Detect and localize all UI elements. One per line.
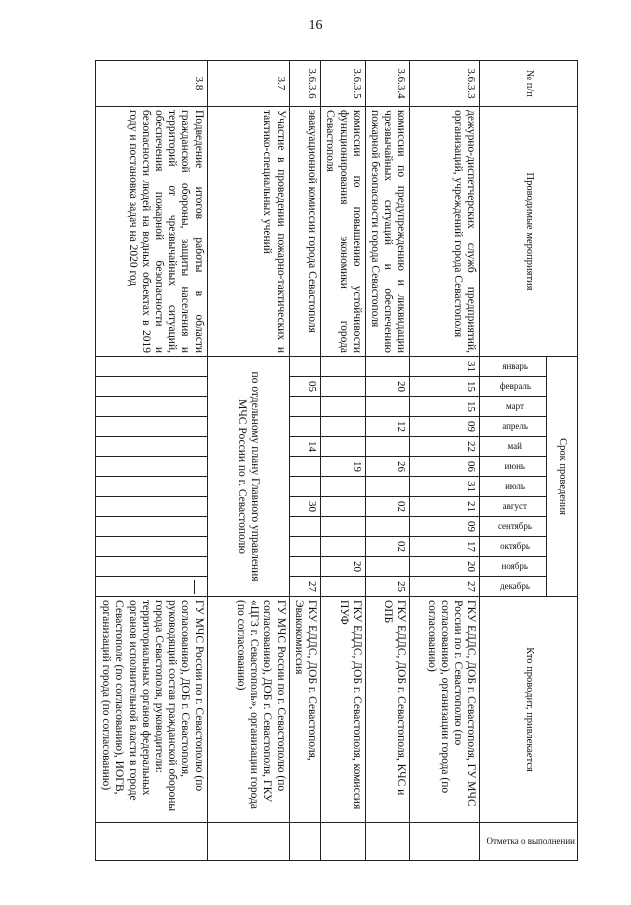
date-cell: 02 [365, 537, 410, 557]
date-cell [321, 537, 366, 557]
rotated-table-wrapper [100, 60, 578, 860]
row-event: комиссии по повышению устойчивости функционирования экономики города Севастополя [321, 107, 366, 357]
row-event: эвакуационной комиссии города Севастополя [289, 107, 320, 357]
date-cell [321, 437, 366, 457]
row-mark [365, 823, 410, 861]
events-table [95, 60, 578, 861]
table-row [365, 61, 410, 861]
table-row [321, 61, 366, 861]
date-cell: 14 [289, 437, 320, 457]
row-mark [321, 823, 366, 861]
date-cell: 31 [410, 477, 480, 497]
date-cell: 17 [410, 537, 480, 557]
table-row [207, 61, 289, 861]
date-cell [321, 357, 366, 377]
col-mark-header [480, 823, 578, 861]
row-conductor: ГУ МЧС России по г. Севастополю (по согласованию), ДОБ г. Севастополя, ГКУ «ЦГЗ г. Севастополь», организации города (по согласованию) [207, 597, 289, 823]
date-cell: 27 [410, 577, 480, 597]
date-cell [289, 357, 320, 377]
month-label: февраль [499, 381, 531, 392]
month-label: декабрь [500, 581, 531, 592]
col-conductor-header: Кто проводит, привлекается [480, 597, 578, 823]
date-cell: 09 [410, 417, 480, 437]
date-cell [365, 397, 410, 417]
date-cell [96, 377, 207, 397]
month-label: январь [502, 361, 529, 372]
row-num: 3.6.3.5 [321, 61, 366, 107]
date-cell [96, 437, 207, 457]
date-cell: 15 [410, 377, 480, 397]
month-label: ноябрь [502, 561, 529, 572]
date-cell [321, 417, 366, 437]
date-cell [289, 397, 320, 417]
month-header [480, 537, 547, 557]
date-cell: 09 [410, 517, 480, 537]
row-event: Подведение итогов работы в области гражданской обороны, защиты населения и территорий от чрезвычайных ситуаций, обеспечения пожарной безопасности и безопасности людей на водных объектах в 2019 году и постановка задач на 2020 год [96, 107, 207, 357]
date-cell [96, 517, 207, 537]
month-label: май [508, 441, 523, 452]
month-header [480, 437, 547, 457]
date-cell [96, 497, 207, 517]
month-header [480, 357, 547, 377]
date-cell [321, 577, 366, 597]
row-period-text: по отдельному плану Главного управления МЧС России по г. Севастополю [207, 357, 289, 597]
date-cell: 05 [289, 377, 320, 397]
date-cell-dash [96, 577, 207, 597]
date-cell: 19 [321, 457, 366, 477]
month-label: август [503, 501, 528, 512]
date-cell [365, 477, 410, 497]
row-mark [207, 823, 289, 861]
month-header [480, 557, 547, 577]
date-cell: 26 [365, 457, 410, 477]
col-num-header: № п/п [480, 61, 578, 107]
date-cell: 02 [365, 497, 410, 517]
date-cell [321, 477, 366, 497]
month-header [480, 517, 547, 537]
month-header [480, 497, 547, 517]
dash-mark [194, 580, 195, 594]
month-label: июль [505, 481, 526, 492]
month-header [480, 577, 547, 597]
row-mark [289, 823, 320, 861]
row-event: комиссии по предупреждению и ликвидации чрезвычайных ситуаций и обеспечению пожарной безопасности города Севастополя [365, 107, 410, 357]
month-header [480, 477, 547, 497]
month-header [480, 397, 547, 417]
date-cell [321, 497, 366, 517]
row-mark [96, 823, 207, 861]
month-label: март [506, 401, 525, 412]
date-cell [96, 397, 207, 417]
row-conductor: ГКУ ЕДДС, ДОБ г. Севастополя, ГУ МЧС России по г. Севастополю (по согласованию), организации города (по согласованию) [410, 597, 480, 823]
month-label: сентябрь [498, 521, 533, 532]
date-cell [321, 517, 366, 537]
date-cell [96, 357, 207, 377]
row-num: 3.8 [96, 61, 207, 107]
date-cell: 12 [365, 417, 410, 437]
table-row [96, 61, 207, 861]
date-cell: 25 [365, 577, 410, 597]
date-cell [365, 357, 410, 377]
date-cell: 27 [289, 577, 320, 597]
date-cell: 20 [410, 557, 480, 577]
row-conductor: ГКУ ЕДДС, ДОБ г. Севастополя, Эвакокомиссия [289, 597, 320, 823]
col-event-header: Проводимые мероприятия [480, 107, 578, 357]
mark-header-text: Отметка о выполнении [486, 836, 575, 847]
page-number: 16 [308, 18, 323, 33]
date-cell: 31 [410, 357, 480, 377]
date-cell [96, 537, 207, 557]
date-cell: 20 [321, 557, 366, 577]
header-row-1 [547, 61, 578, 861]
row-num: 3.6.3.6 [289, 61, 320, 107]
month-label: октябрь [500, 541, 531, 552]
row-conductor: ГУ МЧС России по г. Севастополю (по согласованию), ДОБ г. Севастополя, руководящий состав гражданской обороны города Севастополя, руководители: территориальных органов федеральных органов исполнительной власти в городе Севастополе (по согласованию), ИОГВ, организаций города (по согласованию) [96, 597, 207, 823]
table-row [289, 61, 320, 861]
month-header [480, 417, 547, 437]
row-conductor: ГКУ ЕДДС, ДОБ г. Севастополя, КЧС и ОПБ [365, 597, 410, 823]
date-cell [289, 457, 320, 477]
date-cell: 21 [410, 497, 480, 517]
date-cell [289, 537, 320, 557]
date-cell: 15 [410, 397, 480, 417]
date-cell: 06 [410, 457, 480, 477]
month-header [480, 457, 547, 477]
date-cell [365, 437, 410, 457]
date-cell: 22 [410, 437, 480, 457]
date-cell [96, 457, 207, 477]
date-cell [96, 417, 207, 437]
date-cell [321, 397, 366, 417]
row-num: 3.6.3.4 [365, 61, 410, 107]
date-cell [289, 517, 320, 537]
row-event: Участие в проведении пожарно-тактических и тактико-специальных учений [207, 107, 289, 357]
date-cell [289, 477, 320, 497]
row-event: дежурно-диспетчерских служб предприятий, организаций, учреждений города Севастополя [410, 107, 480, 357]
date-cell [96, 477, 207, 497]
month-header [480, 377, 547, 397]
date-cell [289, 557, 320, 577]
date-cell [365, 557, 410, 577]
col-period-header: Срок проведения [547, 357, 578, 597]
table-row [410, 61, 480, 861]
date-cell [321, 377, 366, 397]
row-num: 3.7 [207, 61, 289, 107]
date-cell: 30 [289, 497, 320, 517]
row-mark [410, 823, 480, 861]
date-cell [365, 517, 410, 537]
date-cell: 20 [365, 377, 410, 397]
month-label: апрель [502, 421, 529, 432]
date-cell [289, 417, 320, 437]
month-label: июнь [505, 461, 526, 472]
date-cell [96, 557, 207, 577]
row-num: 3.6.3.3 [410, 61, 480, 107]
row-conductor: ГКУ ЕДДС, ДОБ г. Севастополя, комиссия ПУФ [321, 597, 366, 823]
